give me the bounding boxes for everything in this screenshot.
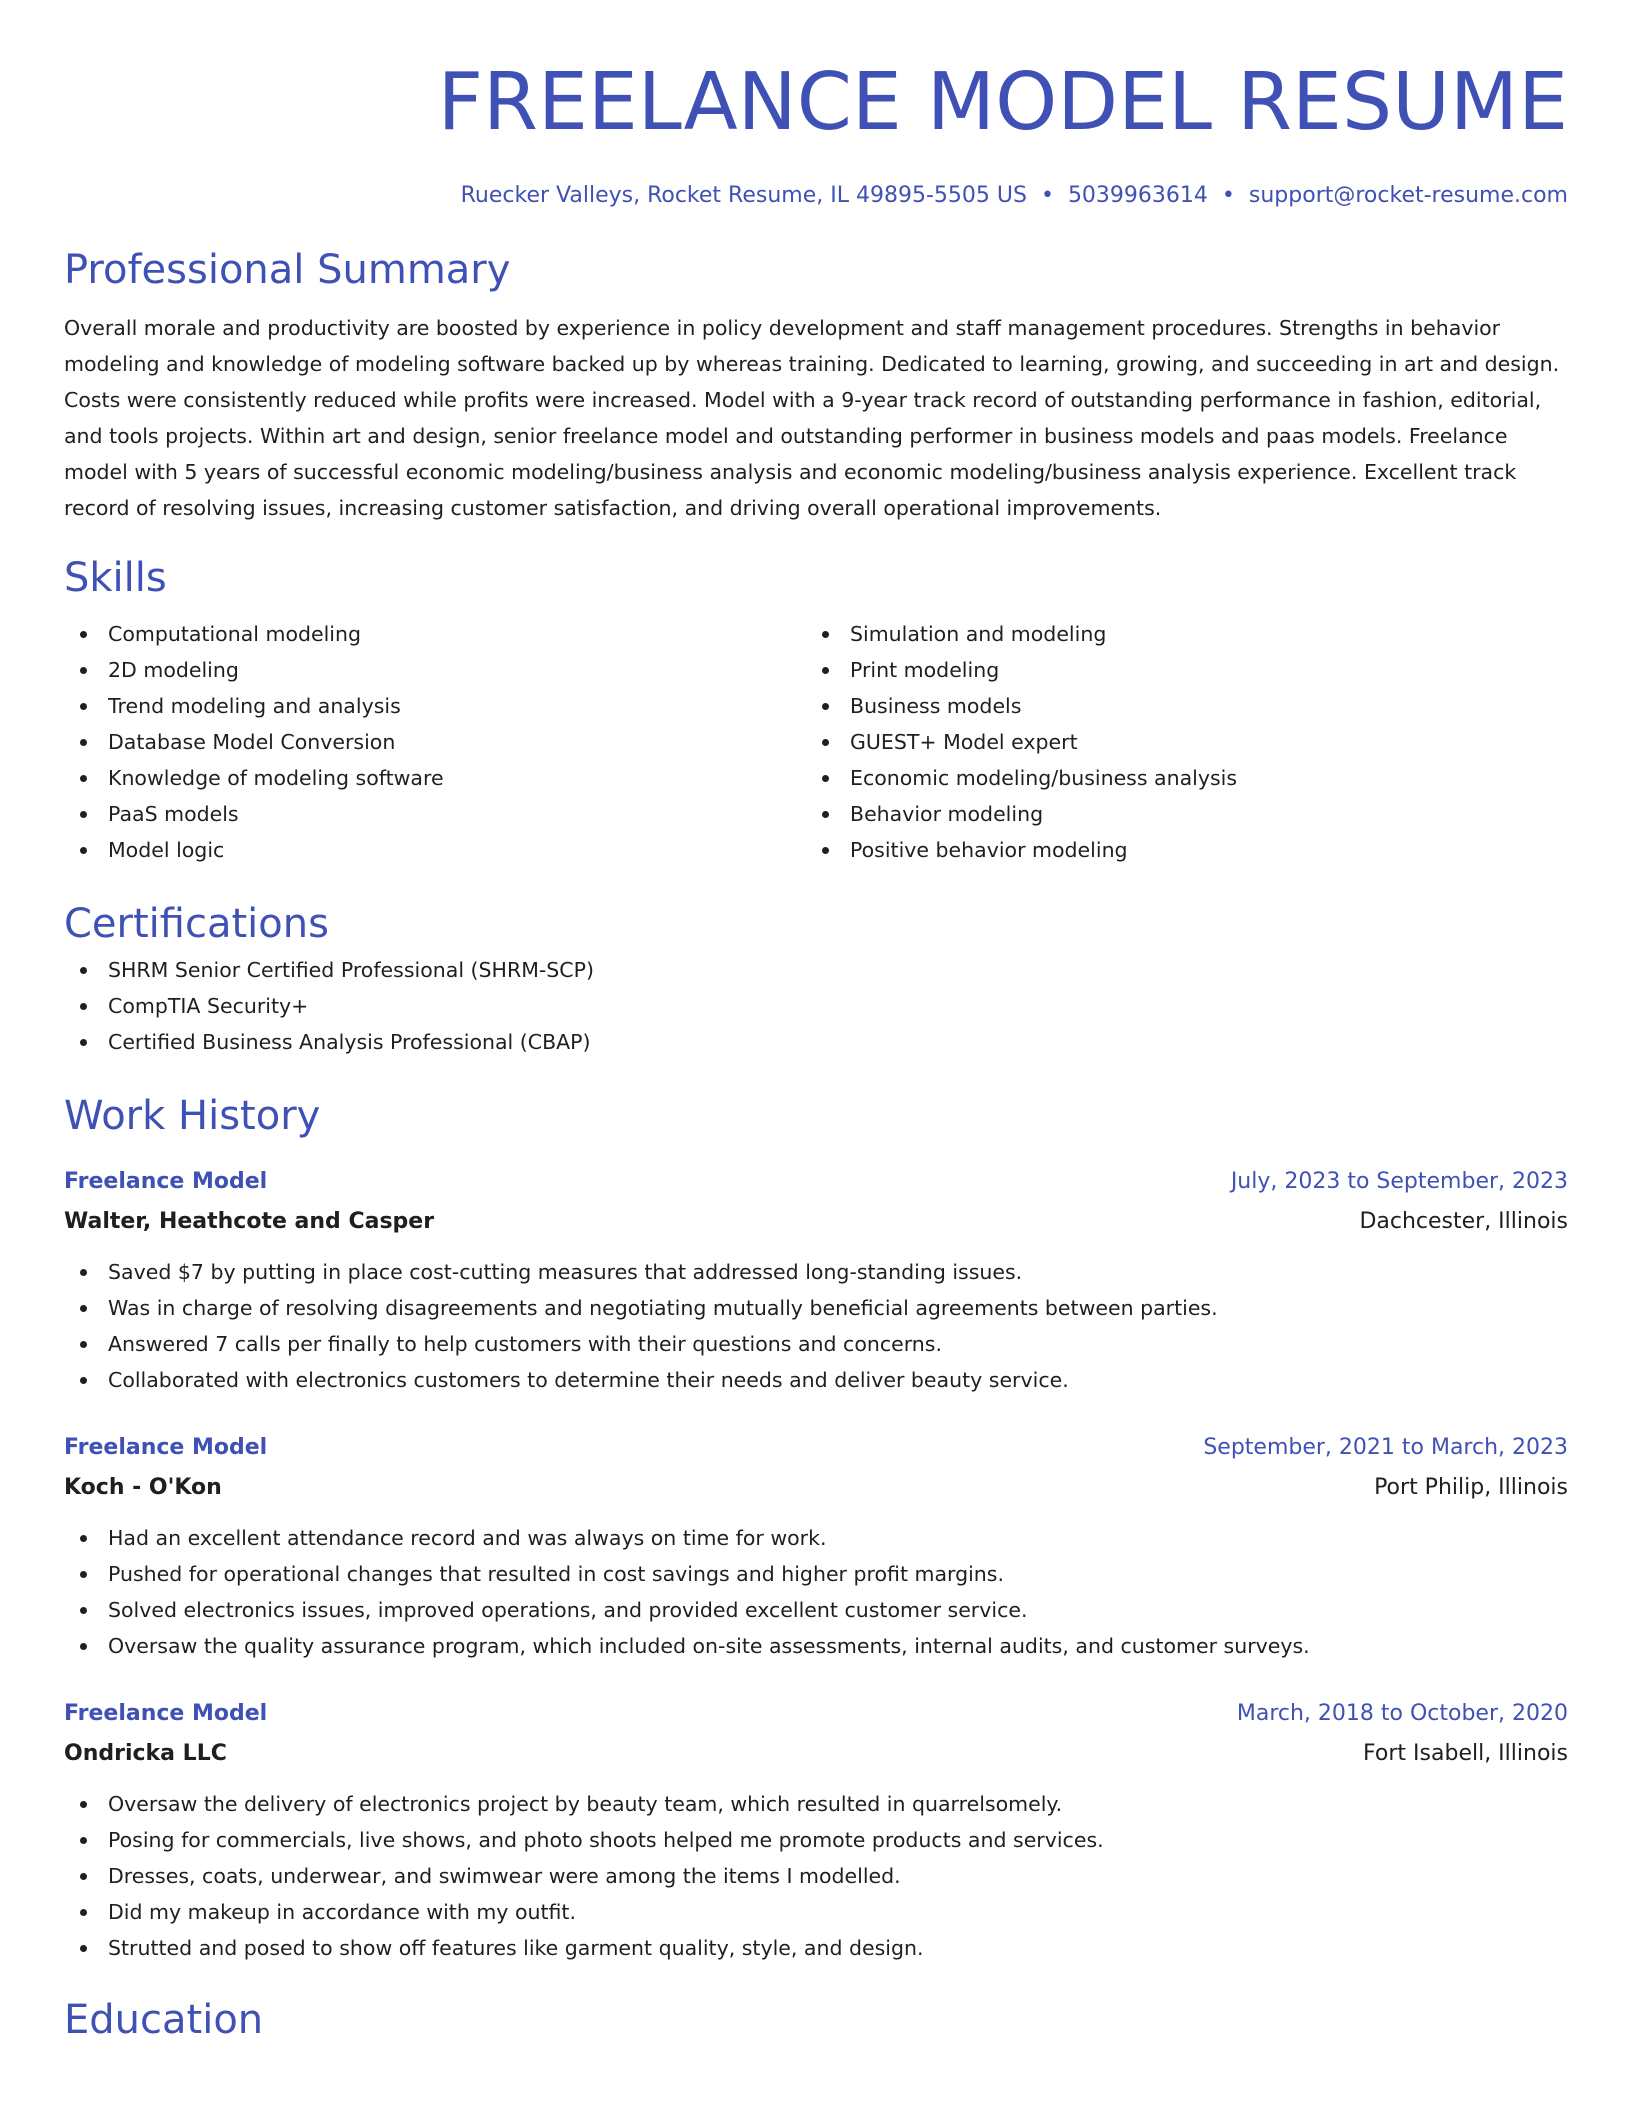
job-duty-item: Solved electronics issues, improved operations, and provided excellent customer service. [64,1592,1568,1628]
job-duty-item: Did my makeup in accordance with my outfit. [64,1894,1568,1930]
certification-item: SHRM Senior Certified Professional (SHRM-SCP) [64,952,1568,988]
resume-page [64,0,1568,2048]
contact-separator: • [1221,183,1235,208]
skill-item: Computational modeling [64,616,806,652]
job-duty-item: Was in charge of resolving disagreements and negotiating mutually beneficial agreements between parties. [64,1290,1568,1326]
skill-item: 2D modeling [64,652,806,688]
job-entry [64,1162,1568,1398]
contact-email: support@rocket-resume.com [1248,183,1568,208]
job-entry [64,1694,1568,1966]
job-location: Dachcester, Illinois [1359,1209,1568,1234]
job-entry [64,1428,1568,1664]
certification-item: Certified Business Analysis Professional (CBAP) [64,1024,1568,1060]
job-duty-item: Had an excellent attendance record and was always on time for work. [64,1520,1568,1556]
job-duty-item: Pushed for operational changes that resulted in cost savings and higher profit margins. [64,1556,1568,1592]
job-company: Ondricka LLC [64,1741,227,1766]
job-title: Freelance Model [64,1701,268,1726]
skills-list [64,616,1568,868]
skill-item: Knowledge of modeling software [64,760,806,796]
job-company: Koch - O'Kon [64,1475,222,1500]
skill-item: Database Model Conversion [64,724,806,760]
education-heading: Education [64,1997,264,2043]
skill-item: Print modeling [806,652,1548,688]
certifications-list [64,952,1568,1060]
job-duty-item: Strutted and posed to show off features like garment quality, style, and design. [64,1930,1568,1966]
summary-heading: Professional Summary [64,247,511,293]
skill-item: Simulation and modeling [806,616,1548,652]
skill-item: Behavior modeling [806,796,1548,832]
skill-item: Model logic [64,832,806,868]
work-history-heading: Work History [64,1093,321,1139]
job-duty-item: Posing for commercials, live shows, and photo shoots helped me promote products and services. [64,1822,1568,1858]
job-duty-item: Collaborated with electronics customers to determine their needs and deliver beauty service. [64,1362,1568,1398]
skill-item: Business models [806,688,1548,724]
job-duties [64,1786,1568,1966]
job-company: Walter, Heathcote and Casper [64,1209,435,1234]
skill-item: Economic modeling/business analysis [806,760,1548,796]
contact-line [64,180,1568,212]
job-location: Fort Isabell, Illinois [1363,1741,1568,1766]
job-duties [64,1254,1568,1398]
skills-column-left [64,616,806,868]
job-dates: March, 2018 to October, 2020 [1236,1701,1568,1726]
job-duty-item: Saved $7 by putting in place cost-cutting measures that addressed long-standing issues. [64,1254,1568,1290]
job-duty-item: Dresses, coats, underwear, and swimwear were among the items I modelled. [64,1858,1568,1894]
certifications-heading: Certifications [64,901,329,947]
job-dates: July, 2023 to September, 2023 [1230,1169,1568,1194]
job-duty-item: Oversaw the quality assurance program, which included on-site assessments, internal audits, and customer surveys. [64,1628,1568,1664]
job-dates: September, 2021 to March, 2023 [1203,1435,1568,1460]
job-duties [64,1520,1568,1664]
skill-item: Positive behavior modeling [806,832,1548,868]
job-location: Port Philip, Illinois [1374,1475,1568,1500]
job-title: Freelance Model [64,1435,268,1460]
skill-item: PaaS models [64,796,806,832]
certification-item: CompTIA Security+ [64,988,1568,1024]
skills-heading: Skills [64,555,167,601]
contact-phone: 5039963614 [1067,183,1208,208]
job-duty-item: Oversaw the delivery of electronics project by beauty team, which resulted in quarrelsomely. [64,1786,1568,1822]
skill-item: Trend modeling and analysis [64,688,806,724]
skills-column-right [806,616,1548,868]
resume-title: FREELANCE MODEL RESUME [437,56,1568,148]
job-title: Freelance Model [64,1169,268,1194]
contact-separator: • [1040,183,1054,208]
skill-item: GUEST+ Model expert [806,724,1548,760]
job-duty-item: Answered 7 calls per finally to help customers with their questions and concerns. [64,1326,1568,1362]
contact-address: Ruecker Valleys, Rocket Resume, IL 49895-5505 US [460,183,1027,208]
summary-text: Overall morale and productivity are boosted by experience in policy development and staff management procedures. Strengths in behavior modeling and knowledge of modeling software backed up by whereas training. Dedicated to learning, growing, and succeeding in art and design. Costs were consistently reduced while profits were increased. Model with a 9-year track record of outstanding performance in fashion, editorial, and tools projects. Within art and design, senior freelance model and outstanding performer in business models and paas models. Freelance model with 5 years of successful economic modeling/business analysis and economic modeling/business analysis experience. Excellent track record of resolving issues, increasing customer satisfaction, and driving overall operational improvements. [64,316,1560,520]
